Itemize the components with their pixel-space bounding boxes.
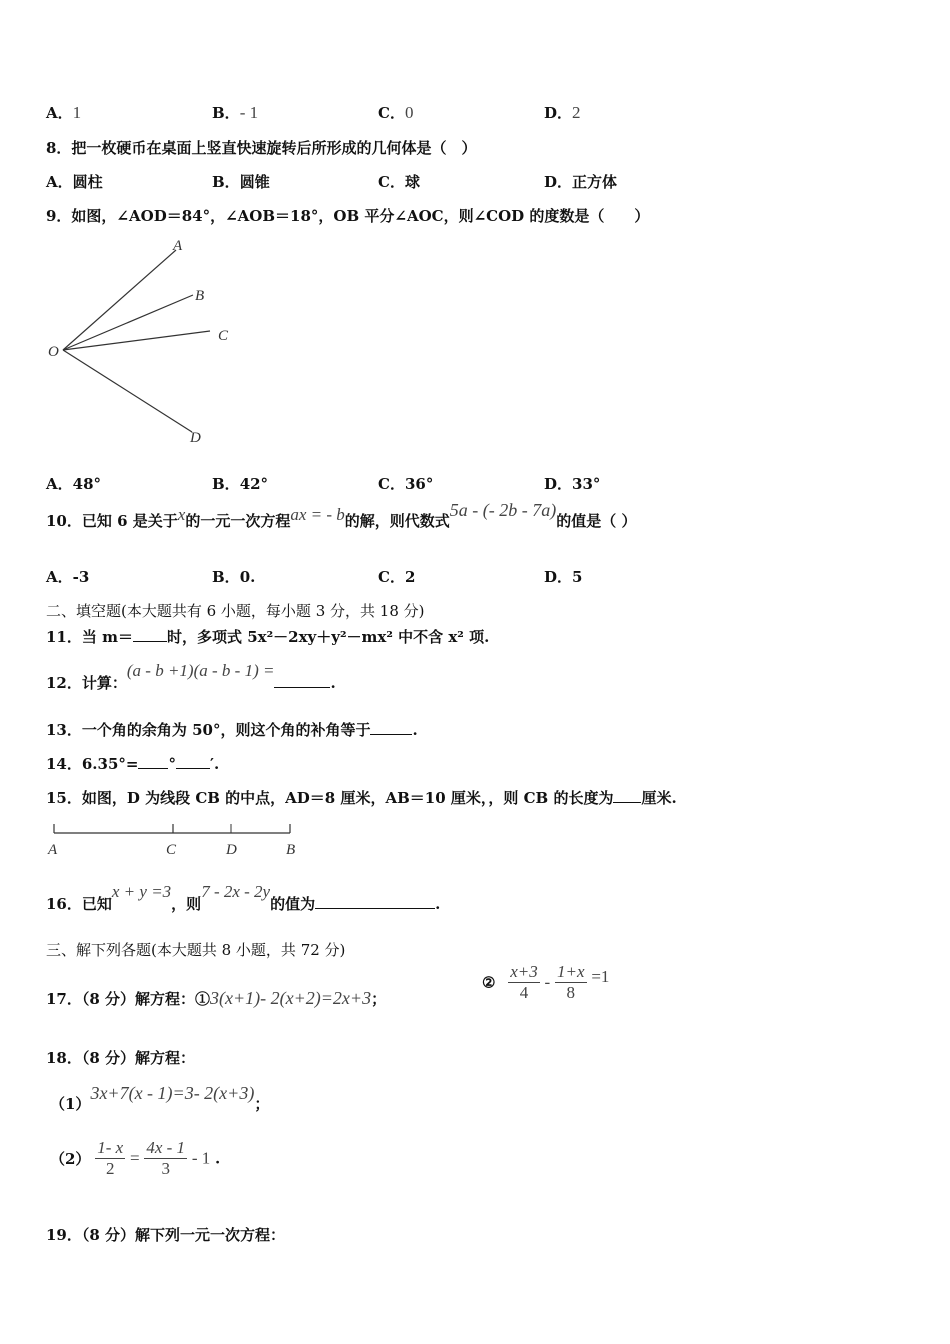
- q10-option-c: C．2: [378, 568, 416, 586]
- q9-angle-figure: [40, 232, 260, 452]
- label-b: B: [286, 842, 296, 858]
- q13-stem: 13．一个角的余角为 50°，则这个角的补角等于 .: [46, 721, 418, 739]
- q9-option-b: B．42°: [212, 475, 269, 493]
- q18-stem: 18．（8 分）解方程：: [46, 1049, 196, 1067]
- q10-stem: 10．已知 6 是关于x的一元一次方程ax = - b的解，则代数式5a - (- 2b - 7a)的值是（ ）: [46, 500, 637, 530]
- q18-frac2: $\frac{4x - 1}{3}$: [146, 1138, 186, 1178]
- q13-blank[interactable]: [370, 720, 412, 735]
- q19-stem: 19．（8 分）解下列一元一次方程：: [46, 1226, 286, 1244]
- section2-title: 二、填空题(本大题共有 6 小题，每小题 3 分，共 18 分): [46, 602, 425, 620]
- label-d: D: [190, 430, 201, 446]
- q14-blank-minute[interactable]: [176, 754, 210, 769]
- q14-blank-degree[interactable]: [138, 754, 168, 769]
- q12-blank[interactable]: [274, 673, 330, 688]
- q10-option-a: A．-3: [46, 568, 90, 586]
- q16-blank[interactable]: [315, 894, 435, 909]
- label-a: A: [48, 842, 58, 858]
- label-c: C: [166, 842, 177, 858]
- q9-option-d: D．33°: [544, 475, 601, 493]
- ray-oa: [63, 250, 176, 350]
- q11-stem: 11．当 m＝ 时，多项式 5x²－2xy＋y²－mx² 中不含 x² 项.: [46, 628, 490, 646]
- q14-stem: 14．6.35°= ° ′.: [46, 755, 220, 773]
- label-a: A: [173, 238, 183, 254]
- q18-part1: （1）3x+7(x - 1)=3- 2(x+3)；: [50, 1083, 270, 1113]
- q9-option-c: C．36°: [378, 475, 434, 493]
- q7-option-c: C．0: [378, 103, 414, 122]
- q16-stem: 16．已知x + y =3，则7 - 2x - 2y的值为 .: [46, 882, 441, 913]
- label-o: O: [48, 344, 59, 360]
- q17-part2: ② $\frac{x+3}{4}$ - $\frac{1+x}{8}$ =1: [482, 962, 610, 1002]
- q8-option-c: C．球: [378, 173, 420, 191]
- q18-frac1: $\frac{1- x}{2}$: [97, 1138, 124, 1178]
- ray-od: [63, 350, 192, 432]
- q15-blank[interactable]: [613, 788, 641, 803]
- q8-option-d: D．正方体: [544, 173, 618, 191]
- q7-option-a: A．1: [46, 103, 82, 122]
- q7-option-d: D．2: [544, 103, 581, 122]
- q10-option-d: D．5: [544, 568, 583, 586]
- section3-title: 三、解下列各题(本大题共 8 小题，共 72 分): [46, 941, 346, 959]
- label-c: C: [218, 328, 229, 344]
- q10-option-b: B．0.: [212, 568, 256, 586]
- q11-blank[interactable]: [133, 627, 167, 642]
- q15-stem: 15．如图，D 为线段 CB 的中点，AD＝8 厘米，AB＝10 厘米，，则 CB 的长度为 厘米.: [46, 789, 677, 807]
- q15-segment-figure: [44, 818, 314, 862]
- q17-frac1: $\frac{x+3}{4}$: [510, 962, 538, 1002]
- q9-option-a: A．48°: [46, 475, 102, 493]
- q12-stem: 12．计算：(a - b +1)(a - b - 1) =.: [46, 661, 336, 692]
- q7-option-b: B．- 1: [212, 103, 259, 122]
- q8-option-b: B．圆锥: [212, 173, 270, 191]
- q8-stem: 8．把一枚硬币在桌面上竖直快速旋转后所形成的几何体是（ ）: [46, 139, 477, 157]
- label-b: B: [195, 288, 205, 304]
- q8-option-a: A．圆柱: [46, 173, 103, 191]
- label-d: D: [226, 842, 237, 858]
- q17-stem: 17．（8 分）解方程：①3(x+1)- 2(x+2)=2x+3；: [46, 988, 387, 1008]
- q17-frac2: $\frac{1+x}{8}$: [557, 962, 585, 1002]
- q18-part2: （2） $\frac{1- x}{2}$ = $\frac{4x - 1}{3}$ - 1 .: [50, 1138, 221, 1178]
- q9-stem: 9．如图，∠AOD＝84°，∠AOB＝18°，OB 平分∠AOC，则∠COD 的度数是（ ）: [46, 207, 650, 225]
